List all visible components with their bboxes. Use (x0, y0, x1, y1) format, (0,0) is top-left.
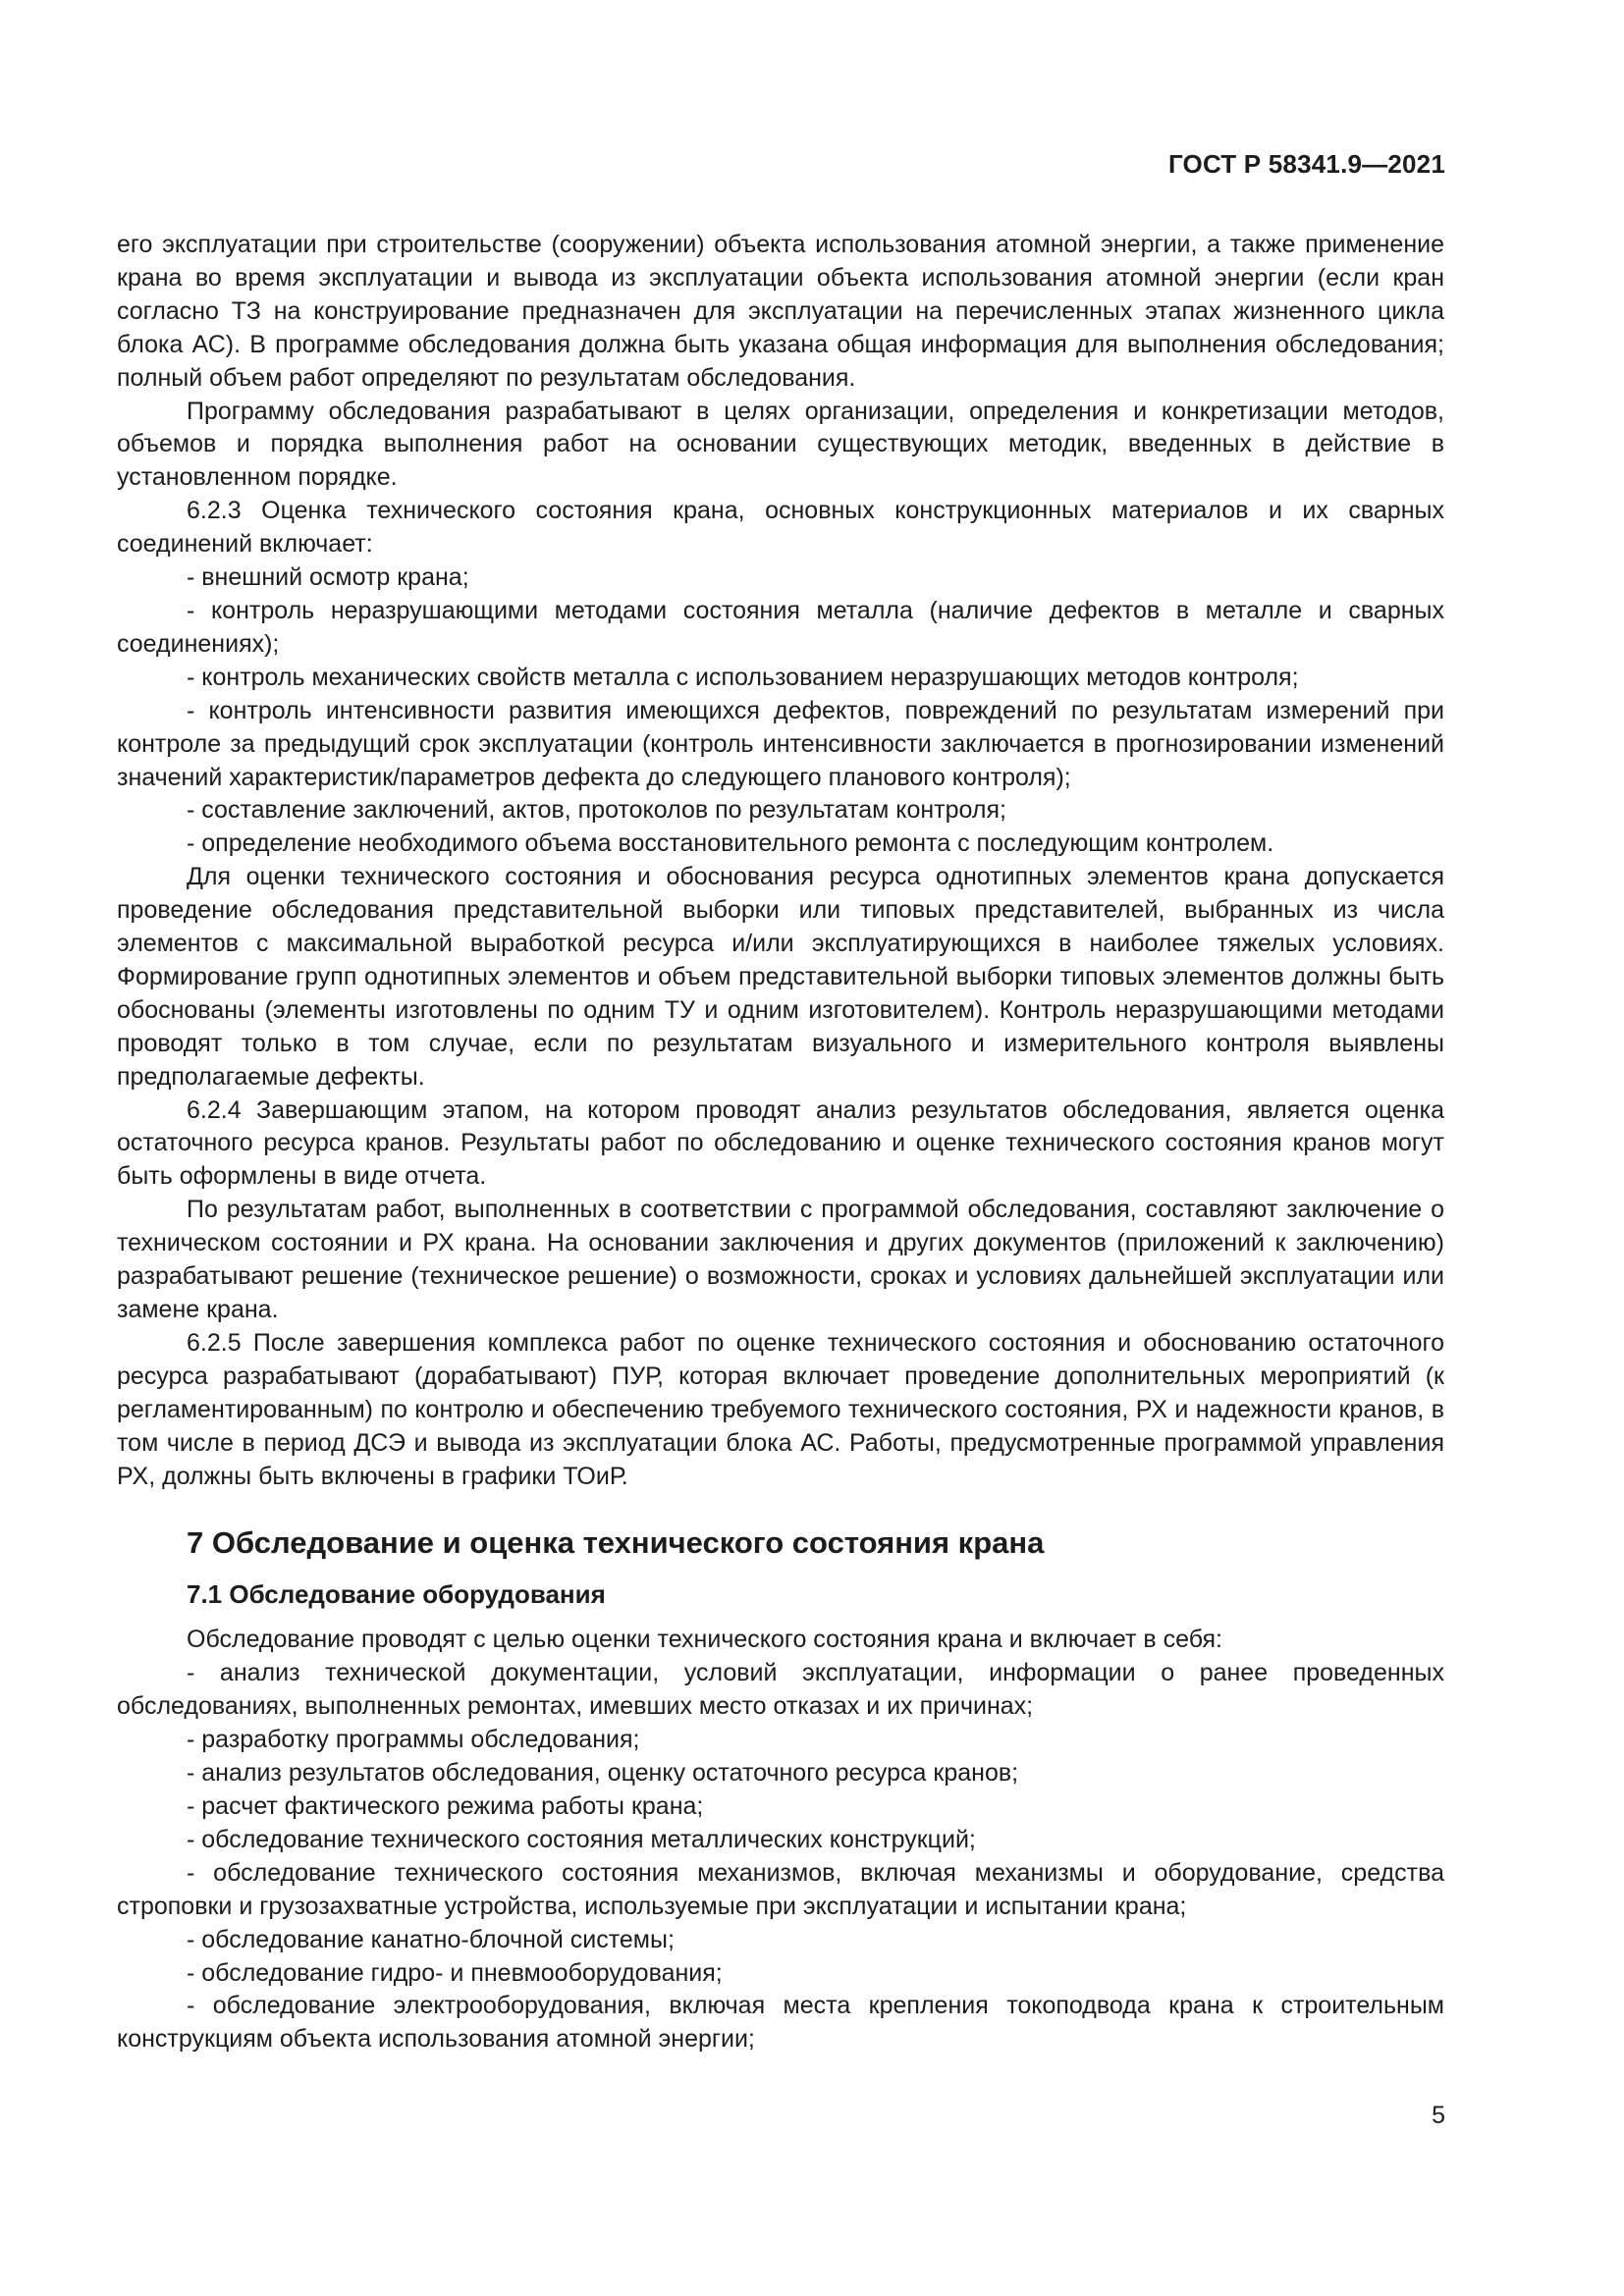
list-item: - обследование электрооборудования, включая места крепления токоподвода крана к строительным конструкциям объекта использования атомной энергии; (117, 1992, 1444, 2054)
paragraph: По результатам работ, выполненных в соответствии с программой обследования, составляют заключение о техническом состоянии и РХ крана. На основании заключения и других документов (приложений к заключению) разрабатывают решение (техническое решение) о возможности, сроках и условиях дальнейшей эксплуатации или замене крана. (117, 1196, 1444, 1323)
paragraph-clause-6-2-3: 6.2.3 Оценка технического состояния крана, основных конструкционных материалов и их сварных соединений включает: (117, 497, 1444, 559)
page-number: 5 (1432, 2102, 1445, 2129)
subsection-heading-7-1: 7.1 Обследование оборудования (187, 1579, 606, 1610)
list-item: - составление заключений, актов, протоколов по результатам контроля; (187, 796, 1006, 825)
section-heading-7: 7 Обследование и оценка технического состояния крана (187, 1525, 1045, 1561)
paragraph: его эксплуатации при строительстве (сооружении) объекта использования атомной энергии, а также применение крана во время эксплуатации и вывода из эксплуатации объекта использования атомной энергии (если кран согласно ТЗ на конструирование предназначен для эксплуатации на перечисленных этапах жизненного цикла блока АС). В программе обследования должна быть указана общая информация для выполнения обследования; полный объем работ определяют по результатам обследования. (117, 231, 1444, 392)
paragraph-clause-6-2-4: 6.2.4 Завершающим этапом, на котором проводят анализ результатов обследования, является оценка остаточного ресурса кранов. Результаты работ по обследованию и оценке технического состояния кранов могут быть оформлены в виде отчета. (117, 1095, 1444, 1191)
list-item: - контроль механических свойств металла с использованием неразрушающих методов контроля; (187, 663, 1299, 691)
list-item: - обследование канатно-блочной системы; (187, 1925, 675, 1953)
list-item: - обследование технического состояния механизмов, включая механизмы и оборудование, средства строповки и грузозахватные устройства, используемые при эксплуатации и испытании крана; (117, 1858, 1444, 1920)
paragraph: Для оценки технического состояния и обоснования ресурса однотипных элементов крана допускается проведение обследования представительной выборки или типовых представителей, выбранных из числа элементов с максимальной выработкой ресурса и/или эксплуатирующихся в наиболее тяжелых условиях. Формирование групп однотипных элементов и объем представительной выборки типовых элементов должны быть обоснованы (элементы изготовлены по одним ТУ и одним изготовителем). Контроль неразрушающими методами проводят только в том случае, если по результатам визуального и измерительного контроля выявлены предполагаемые дефекты. (117, 863, 1444, 1091)
list-item: - внешний осмотр крана; (187, 563, 469, 592)
list-item: - расчет фактического режима работы крана; (187, 1791, 704, 1820)
document-body (117, 229, 1444, 2056)
list-item: - разработку программы обследования; (187, 1726, 640, 1754)
list-item: - обследование гидро- и пневмооборудования; (187, 1958, 723, 1987)
list-item: - контроль неразрушающими методами состояния металла (наличие дефектов в металле и сварных соединениях); (117, 596, 1444, 658)
paragraph: Программу обследования разрабатывают в целях организации, определения и конкретизации методов, объемов и порядка выполнения работ на основании существующих методик, введенных в действие в установленном порядке. (117, 397, 1444, 492)
document-code: ГОСТ Р 58341.9—2021 (1167, 149, 1445, 179)
list-item: - контроль интенсивности развития имеющихся дефектов, повреждений по результатам измерений при контроле за предыдущий срок эксплуатации (контроль интенсивности заключается в прогнозировании изменений значений характеристик/параметров дефекта до следующего планового контроля); (117, 696, 1444, 791)
paragraph-clause-6-2-5: 6.2.5 После завершения комплекса работ по оценке технического состояния и обоснованию остаточного ресурса разрабатывают (дорабатывают) ПУР, которая включает проведение дополнительных мероприятий (к регламентированным) по контролю и обеспечению требуемого технического состояния, РХ и надежности кранов, в том числе в период ДСЭ и вывода из эксплуатации блока АС. Работы, предусмотренные программой управления РХ, должны быть включены в графики ТОиР. (117, 1328, 1444, 1490)
list-item: - обследование технического состояния металлических конструкций; (187, 1825, 976, 1853)
list-item: - анализ результатов обследования, оценку остаточного ресурса кранов; (187, 1759, 1019, 1788)
list-item: - определение необходимого объема восстановительного ремонта с последующим контролем. (187, 829, 1274, 858)
paragraph: Обследование проводят с целью оценки технического состояния крана и включает в себя: (187, 1626, 1222, 1654)
list-item: - анализ технической документации, условий эксплуатации, информации о ранее проведенных обследованиях, выполненных ремонтах, имевших место отказах и их причинах; (117, 1659, 1444, 1721)
